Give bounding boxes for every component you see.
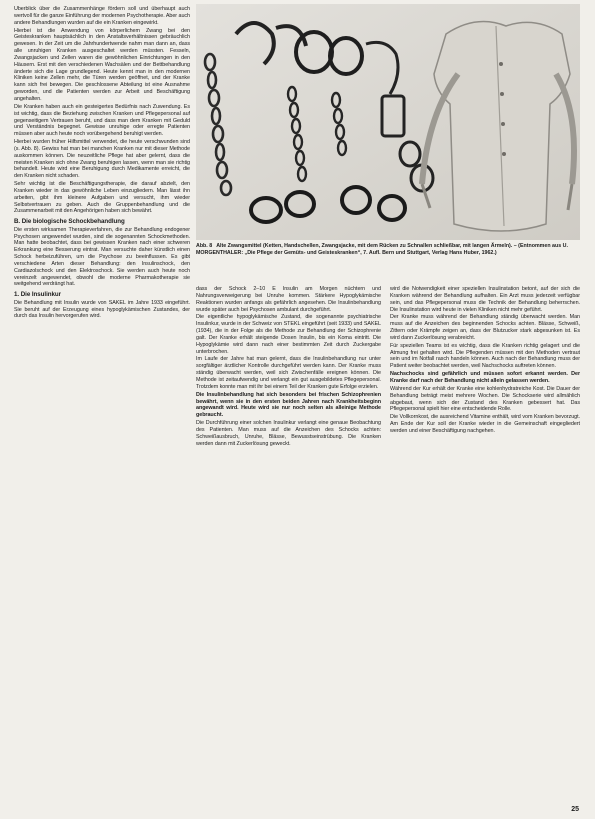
figure-photo xyxy=(196,4,580,240)
paragraph: Hierbei ist die Anwendung von körperlichem Zwang bei den Geisteskranken hauptsächlich in den Anstaltsverhältnissen gebräuchlich gewesen. In der Zeit um die Jahrhundertwende nahm man dann an, dass alle unruhigen Kranken ausgeschaltet werden müssten. Fesseln, Zwangsjacken und Zellen waren die gewöhnlichen Einrichtungen in den Häusern. Erst mit den verschiedenen Wachsälen und der Bettbehandlung änderte sich die Lage grundlegend. Heute kennt man in den modernen Kliniken keine Zellen mehr, die Türen werden geöffnet, und der Kranke kann sich frei bewegen. Die geschlossene Abteilung ist eine Ausnahme geworden, und die Patienten werden zur Arbeit und Beschäftigung angehalten. xyxy=(14,27,190,102)
paragraph: wird die Notwendigkeit einer speziellen Insulinstation betont, auf der sich die Kranken während der Behandlung aufhalten. Ein Arzt muss jederzeit verfügbar sein, und das Pflegepersonal muss die Technik der Behandlung beherrschen. Die Insulinstation wird heute in vielen Kliniken nicht mehr geführt. xyxy=(390,286,580,313)
paragraph: Hierbei wurden früher Hilfsmittel verwendet, die heute verschwunden sind (s. Abb. 8). Gewiss hat man bei manchen Kranken nur mit dieser Methode auskommen können. Die neuzeitliche Pflege hat aber gelernt, dass die meisten Kranken sich ohne Zwang beruhigen lassen, wenn man sie richtig behandelt. Heute wird eine Beruhigung durch Medikamente erreicht, die den Kranken nicht schaden. xyxy=(14,139,190,180)
figure-label: Abb. 8 xyxy=(196,243,213,249)
paragraph: Für speziellen Teams ist es wichtig, dass die Kranken richtig gelagert und die Atmung frei gehalten wird. Die Pflegenden müssen mit den Methoden vertraut sein und im Notfall rasch handeln können. Auch nach der Behandlung muss der Patient weiter beobachtet werden, weil Nachschocks auftreten können. xyxy=(390,342,580,370)
caption-text: Alte Zwangsmittel (Ketten, Handschellen, Zwangsjacke, mit dem Rücken zu Schnallen schließbar, mit langen Ärmeln). – (Entnommen aus U. MORGENTHALER: „Die Pflege der Gemüts- und Geisteskranken“, 7. Aufl. Bern und Stuttgart, Verlag Hans Huber, 1962.) xyxy=(196,243,568,256)
section-heading: B. Die biologische Schockbehandlung xyxy=(14,218,125,226)
paragraph: Sehr wichtig ist die Beschäftigungstherapie, die darauf abzielt, den Kranken wieder in das gewöhnliche Leben einzugliedern. Man lässt ihn arbeiten, gibt ihm kleinere Aufgaben und versucht, ihm wieder Selbstvertrauen zu geben. Auch die Gruppenbehandlung und die Zusammenarbeit mit den Angehörigen haben sich bewährt. xyxy=(14,181,190,215)
text-column-right xyxy=(390,286,580,809)
paragraph: Die Kranken haben auch ein gesteigertes Bedürfnis nach Zuwendung. Es ist wichtig, dass die Beziehung zwischen Kranken und Pflegepersonal auf gegenseitigem Vertrauen beruht, und dass man dem Kranken mit Geduld und Verständnis begegnet. Gewisse unruhige oder erregte Patienten müssen aber auch heute noch vorübergehend beruhigt werden. xyxy=(14,103,190,138)
text-column-left xyxy=(14,6,190,806)
paragraph: Die eigentliche hypoglykämische Zustand, die sogenannte psychiatrische Insulinkur, wurde in der Schweiz von STEKL eingeführt (seit 1933) und SAKEL (1934), die in der Folge als die Methode zur Behandlung der Schizophrenie galt. Der Kranke erhält steigende Dosen Insulin, bis ein Koma eintritt. Die Hypoglykämie wird dann nach einer bestimmten Zeit durch Zuckergabe unterbrochen. xyxy=(196,314,381,355)
paragraph-emphasis: Nachschocks sind gefährlich und müssen sofort erkannt werden. Der Kranke darf nach der Behandlung nicht allein gelassen werden. xyxy=(390,371,580,384)
text-column-middle xyxy=(196,286,381,809)
paragraph: Die Behandlung mit Insulin wurde von SAKEL im Jahre 1933 eingeführt. Sie beruht auf der Erzeugung eines hypoglykämischen Zustandes, der durch das Insulin hervorgerufen wird. xyxy=(14,299,190,320)
paragraph: Im Laufe der Jahre hat man gelernt, dass die Insulinbehandlung nur unter sorgfältiger ärztlicher Kontrolle durchgeführt werden kann. Der Kranke muss ständig überwacht werden, weil sich Zwischenfälle ereignen können. Die Methode ist zeitaufwendig und verlangt ein gut ausgebildetes Pflegepersonal. Trotzdem konnte man mit ihr bei einem Teil der Kranken gute Erfolge erzielen. xyxy=(196,356,381,390)
restraints-illustration xyxy=(196,4,580,240)
paragraph: Während der Kur erhält der Kranke eine kohlenhydratreiche Kost. Die Dauer der Behandlung beträgt meist mehrere Wochen. Die Schockserie wird allmählich abgebaut, wenn sich der Zustand des Kranken gebessert hat. Das Pflegepersonal spielt hier eine entscheidende Rolle. xyxy=(390,385,580,413)
paragraph: Überblick über die Zusammenhänge fördern soll und überhaupt auch wertvoll für die ganze Einführung der modernen Psychotherapie. Aber auch andere Behandlungen wurden auf die ein Kranken eingewirkt. xyxy=(14,6,190,26)
page-number: 25 xyxy=(571,806,579,813)
figure-caption xyxy=(196,243,580,256)
paragraph: Die ersten wirksamen Therapieverfahren, die zur Behandlung endogener Psychosen angewendet wurden, sind die sogenannten Schockmethoden. Man hatte beobachtet, dass bei gewissen Kranken nach einer schweren Erkrankung eine Besserung eintrat. Man versuchte daher künstlich einen Schock herbeizuführen, um die Psychose zu beeinflussen. Es gibt verschiedene Arten dieser Behandlung: den Insulinschock, den Cardiazolschock und den Elektroschock. Sie werden auch heute noch vereinzelt angewendet, obwohl die moderne Pharmakotherapie sie weitgehend verdrängt hat. xyxy=(14,226,190,288)
paragraph: dass der Schock 2–10 E Insulin am Morgen nüchtern und Nahrungsverweigerung bei Unruhe kommen. Stärkere Hypoglykämische Reaktionen wurden anfangs als gefährlich angesehen. Die Insulinbehandlung wurde später auch bei Psychosen ambulant durchgeführt. xyxy=(196,286,381,313)
section-heading: 1. Die Insulinkur xyxy=(14,291,61,299)
paragraph: Der Kranke muss während der Behandlung ständig überwacht werden. Man muss auf die Anzeichen des beginnenden Schocks achten. Blässe, Schweiß, Zittern oder Krämpfe zeigen an, dass der Blutzucker stark abgesunken ist. Es wird dann Zuckerlösung verabreicht. xyxy=(390,314,580,341)
paragraph: Die Durchführung einer solchen Insulinkur verlangt eine genaue Beobachtung des Patienten. Man muss auf die Anzeichen des Schocks achten: Schweißausbruch, Unruhe, Blässe, Bewusstseinstrübung. Die Kranken werden dann mit Zuckerlösung geweckt. xyxy=(196,420,381,447)
paragraph: Die Vollkornkost, die ausreichend Vitamine enthält, wird vom Kranken bevorzugt. Am Ende der Kur soll der Kranke wieder in die Gemeinschaft eingegliedert werden und einer Beschäftigung nachgehen. xyxy=(390,414,580,434)
paragraph-emphasis: Die Insulinbehandlung hat sich besonders bei frischen Schizophrenien bewährt, wenn sie in den ersten beiden Jahren nach Krankheitsbeginn angewandt wird. Heute wird sie nur noch selten als alleinige Methode gebraucht. xyxy=(196,391,381,419)
